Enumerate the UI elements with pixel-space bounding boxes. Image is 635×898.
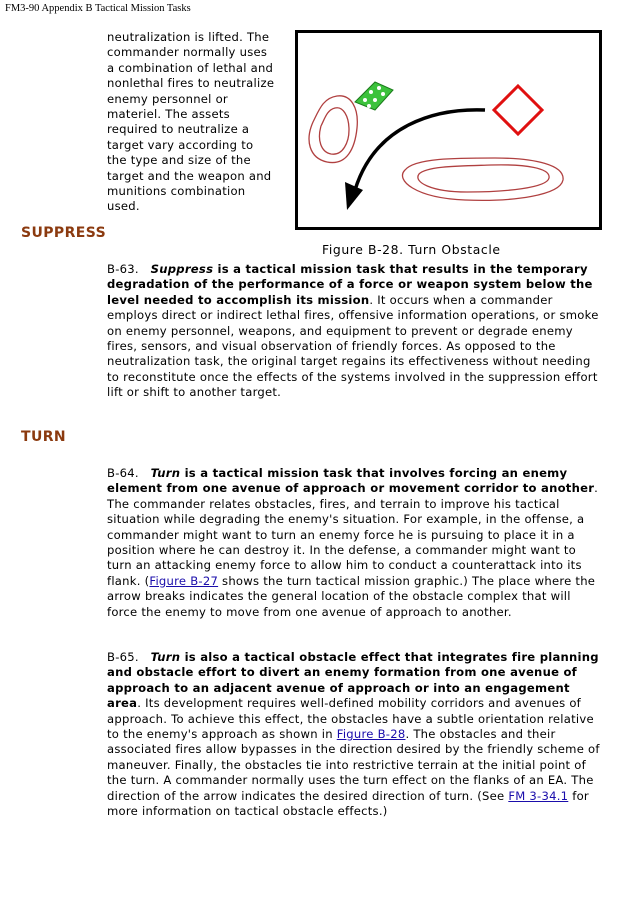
- heading-turn: TURN: [21, 429, 67, 445]
- term: Turn: [150, 466, 181, 480]
- definition: is a tactical mission task that results in the temporary degradation of the performance of a force or weapon system below the level needed to accomplish its mission: [107, 262, 593, 307]
- body: . The obstacles and their associated fires allow bypasses in the direction desired by the friendly scheme of maneuver. Finally, the obstacles tie into restrictive terrain at the initial point of the turn. A commander normally uses the turn effect on the flanks of an EA. The direction of the arrow indicates the desired direction of turn. (See: [107, 727, 600, 803]
- para-number: B-65.: [107, 650, 139, 664]
- definition: is a tactical mission task that involves forcing an enemy element from one avenue of approach or movement corridor to another: [107, 466, 595, 496]
- definition: is also a tactical obstacle effect that integrates fire planning and obstacle effort to divert an enemy formation from one avenue of approach to an adjacent avenue of approach or into an engagement area: [107, 650, 599, 711]
- paragraph-b64: [107, 466, 600, 620]
- term: Suppress: [150, 262, 214, 276]
- link-fm-3-34-1[interactable]: FM 3-34.1: [508, 788, 569, 803]
- term: Turn: [150, 650, 181, 664]
- figure-caption: Figure B-28. Turn Obstacle: [322, 242, 501, 257]
- body: . The commander relates obstacles, fires, and terrain to improve his tactical situation while degrading the enemy's situation. For example, in the offense, a commander might want to turn an enemy force he is pursuing to place it in a position where he can destroy it. In the defense, a commander might want to turn an attacking enemy force to allow him to conduct a counterattack into its flank. (: [107, 481, 599, 588]
- link-figure-b28[interactable]: Figure B-28: [336, 727, 406, 742]
- body: shows the turn tactical mission graphic.) The place where the arrow breaks indicates the general location of the obstacle complex that will force the enemy to move from one avenue of approach to another.: [107, 573, 596, 619]
- turn-obstacle-figure: [295, 30, 602, 230]
- paragraph-b65: [107, 650, 600, 819]
- paragraph-b63: [107, 262, 600, 401]
- body: . It occurs when a commander employs direct or indirect lethal fires, offensive information operations, or smoke on enemy personnel, weapons, and equipment to prevent or degrade enemy fires, sensors, and visual observation of friendly forces. As opposed to the neutralization task, the original target regains its effectiveness without needing to reconstitute once the effects of the systems involved in the suppression effort lift or shift to another target.: [107, 292, 599, 400]
- para-number: B-63.: [107, 262, 139, 276]
- intro-paragraph: neutralization is lifted. The commander normally uses a combination of lethal and nonlethal fires to neutralize enemy personnel or materiel. The assets required to neutralize a target vary according to the type and size of the target and the weapon and munitions combination used.: [107, 30, 275, 214]
- body: for more information on tactical obstacle effects.): [107, 788, 589, 819]
- running-head: FM3-90 Appendix B Tactical Mission Tasks: [5, 3, 191, 14]
- heading-suppress: SUPPRESS: [21, 225, 107, 241]
- para-number: B-64.: [107, 466, 139, 480]
- body: . Its development requires well-defined mobility corridors and avenues of approach. To achieve this effect, the obstacles have a subtle orientation relative to the enemy's approach as shown in: [107, 696, 594, 742]
- link-figure-b27[interactable]: Figure B-27: [149, 573, 219, 588]
